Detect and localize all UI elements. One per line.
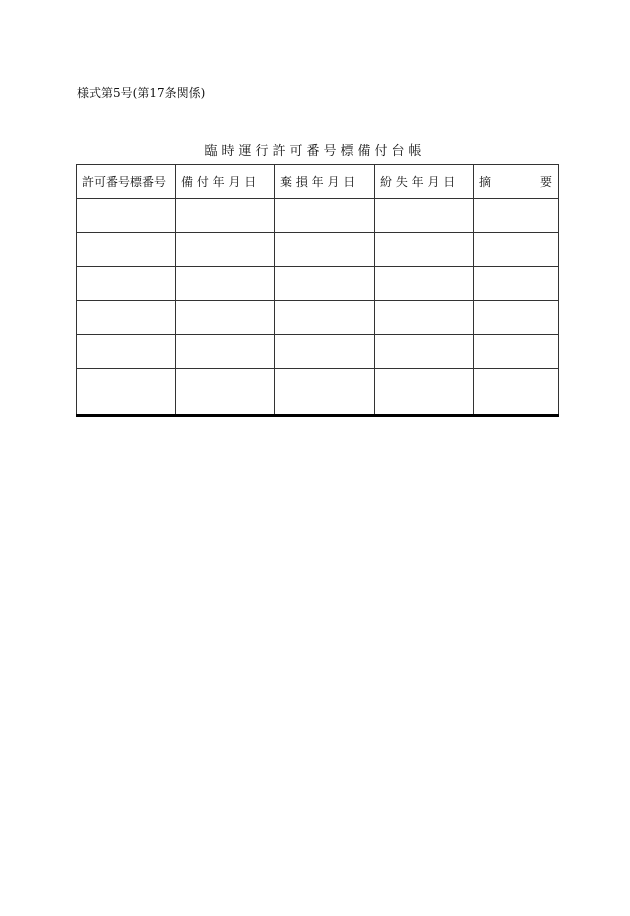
document-title: 臨時運行許可番号標備付台帳 <box>204 144 426 159</box>
table-row <box>77 369 559 416</box>
table-cell[interactable] <box>275 301 375 335</box>
table-cell[interactable] <box>176 369 275 416</box>
table-cell[interactable] <box>375 199 474 233</box>
table-cell[interactable] <box>474 335 559 369</box>
header-disposal-date: 棄 損 年 月 日 <box>275 165 375 199</box>
table-row <box>77 199 559 233</box>
table-cell[interactable] <box>474 233 559 267</box>
table-cell[interactable] <box>176 199 275 233</box>
table-cell[interactable] <box>77 199 176 233</box>
header-summary-left: 摘 <box>479 175 492 189</box>
header-loss-date: 紛 失 年 月 日 <box>375 165 474 199</box>
table-cell[interactable] <box>275 369 375 416</box>
table-cell[interactable] <box>375 233 474 267</box>
table-row <box>77 233 559 267</box>
ledger-table <box>76 164 559 417</box>
table-cell[interactable] <box>375 301 474 335</box>
table-cell[interactable] <box>77 233 176 267</box>
table-cell[interactable] <box>275 267 375 301</box>
form-number: 様式第5号(第17条関係) <box>77 86 206 100</box>
table-cell[interactable] <box>77 335 176 369</box>
table-cell[interactable] <box>176 301 275 335</box>
table-row <box>77 301 559 335</box>
table-cell[interactable] <box>176 267 275 301</box>
header-permit-number: 許可番号標番号 <box>77 165 176 199</box>
table-cell[interactable] <box>375 369 474 416</box>
header-row <box>77 165 559 199</box>
table-cell[interactable] <box>275 233 375 267</box>
table-cell[interactable] <box>474 199 559 233</box>
table-cell[interactable] <box>176 335 275 369</box>
table-cell[interactable] <box>375 267 474 301</box>
table-row <box>77 267 559 301</box>
table-cell[interactable] <box>77 301 176 335</box>
table-cell[interactable] <box>275 199 375 233</box>
table-cell[interactable] <box>474 369 559 416</box>
header-summary-right: 要 <box>539 175 552 189</box>
table-cell[interactable] <box>474 301 559 335</box>
table-cell[interactable] <box>77 369 176 416</box>
header-installation-date: 備 付 年 月 日 <box>176 165 275 199</box>
table-cell[interactable] <box>176 233 275 267</box>
header-summary <box>474 165 559 199</box>
table-cell[interactable] <box>77 267 176 301</box>
table-row <box>77 335 559 369</box>
table-cell[interactable] <box>275 335 375 369</box>
table-cell[interactable] <box>375 335 474 369</box>
table-cell[interactable] <box>474 267 559 301</box>
